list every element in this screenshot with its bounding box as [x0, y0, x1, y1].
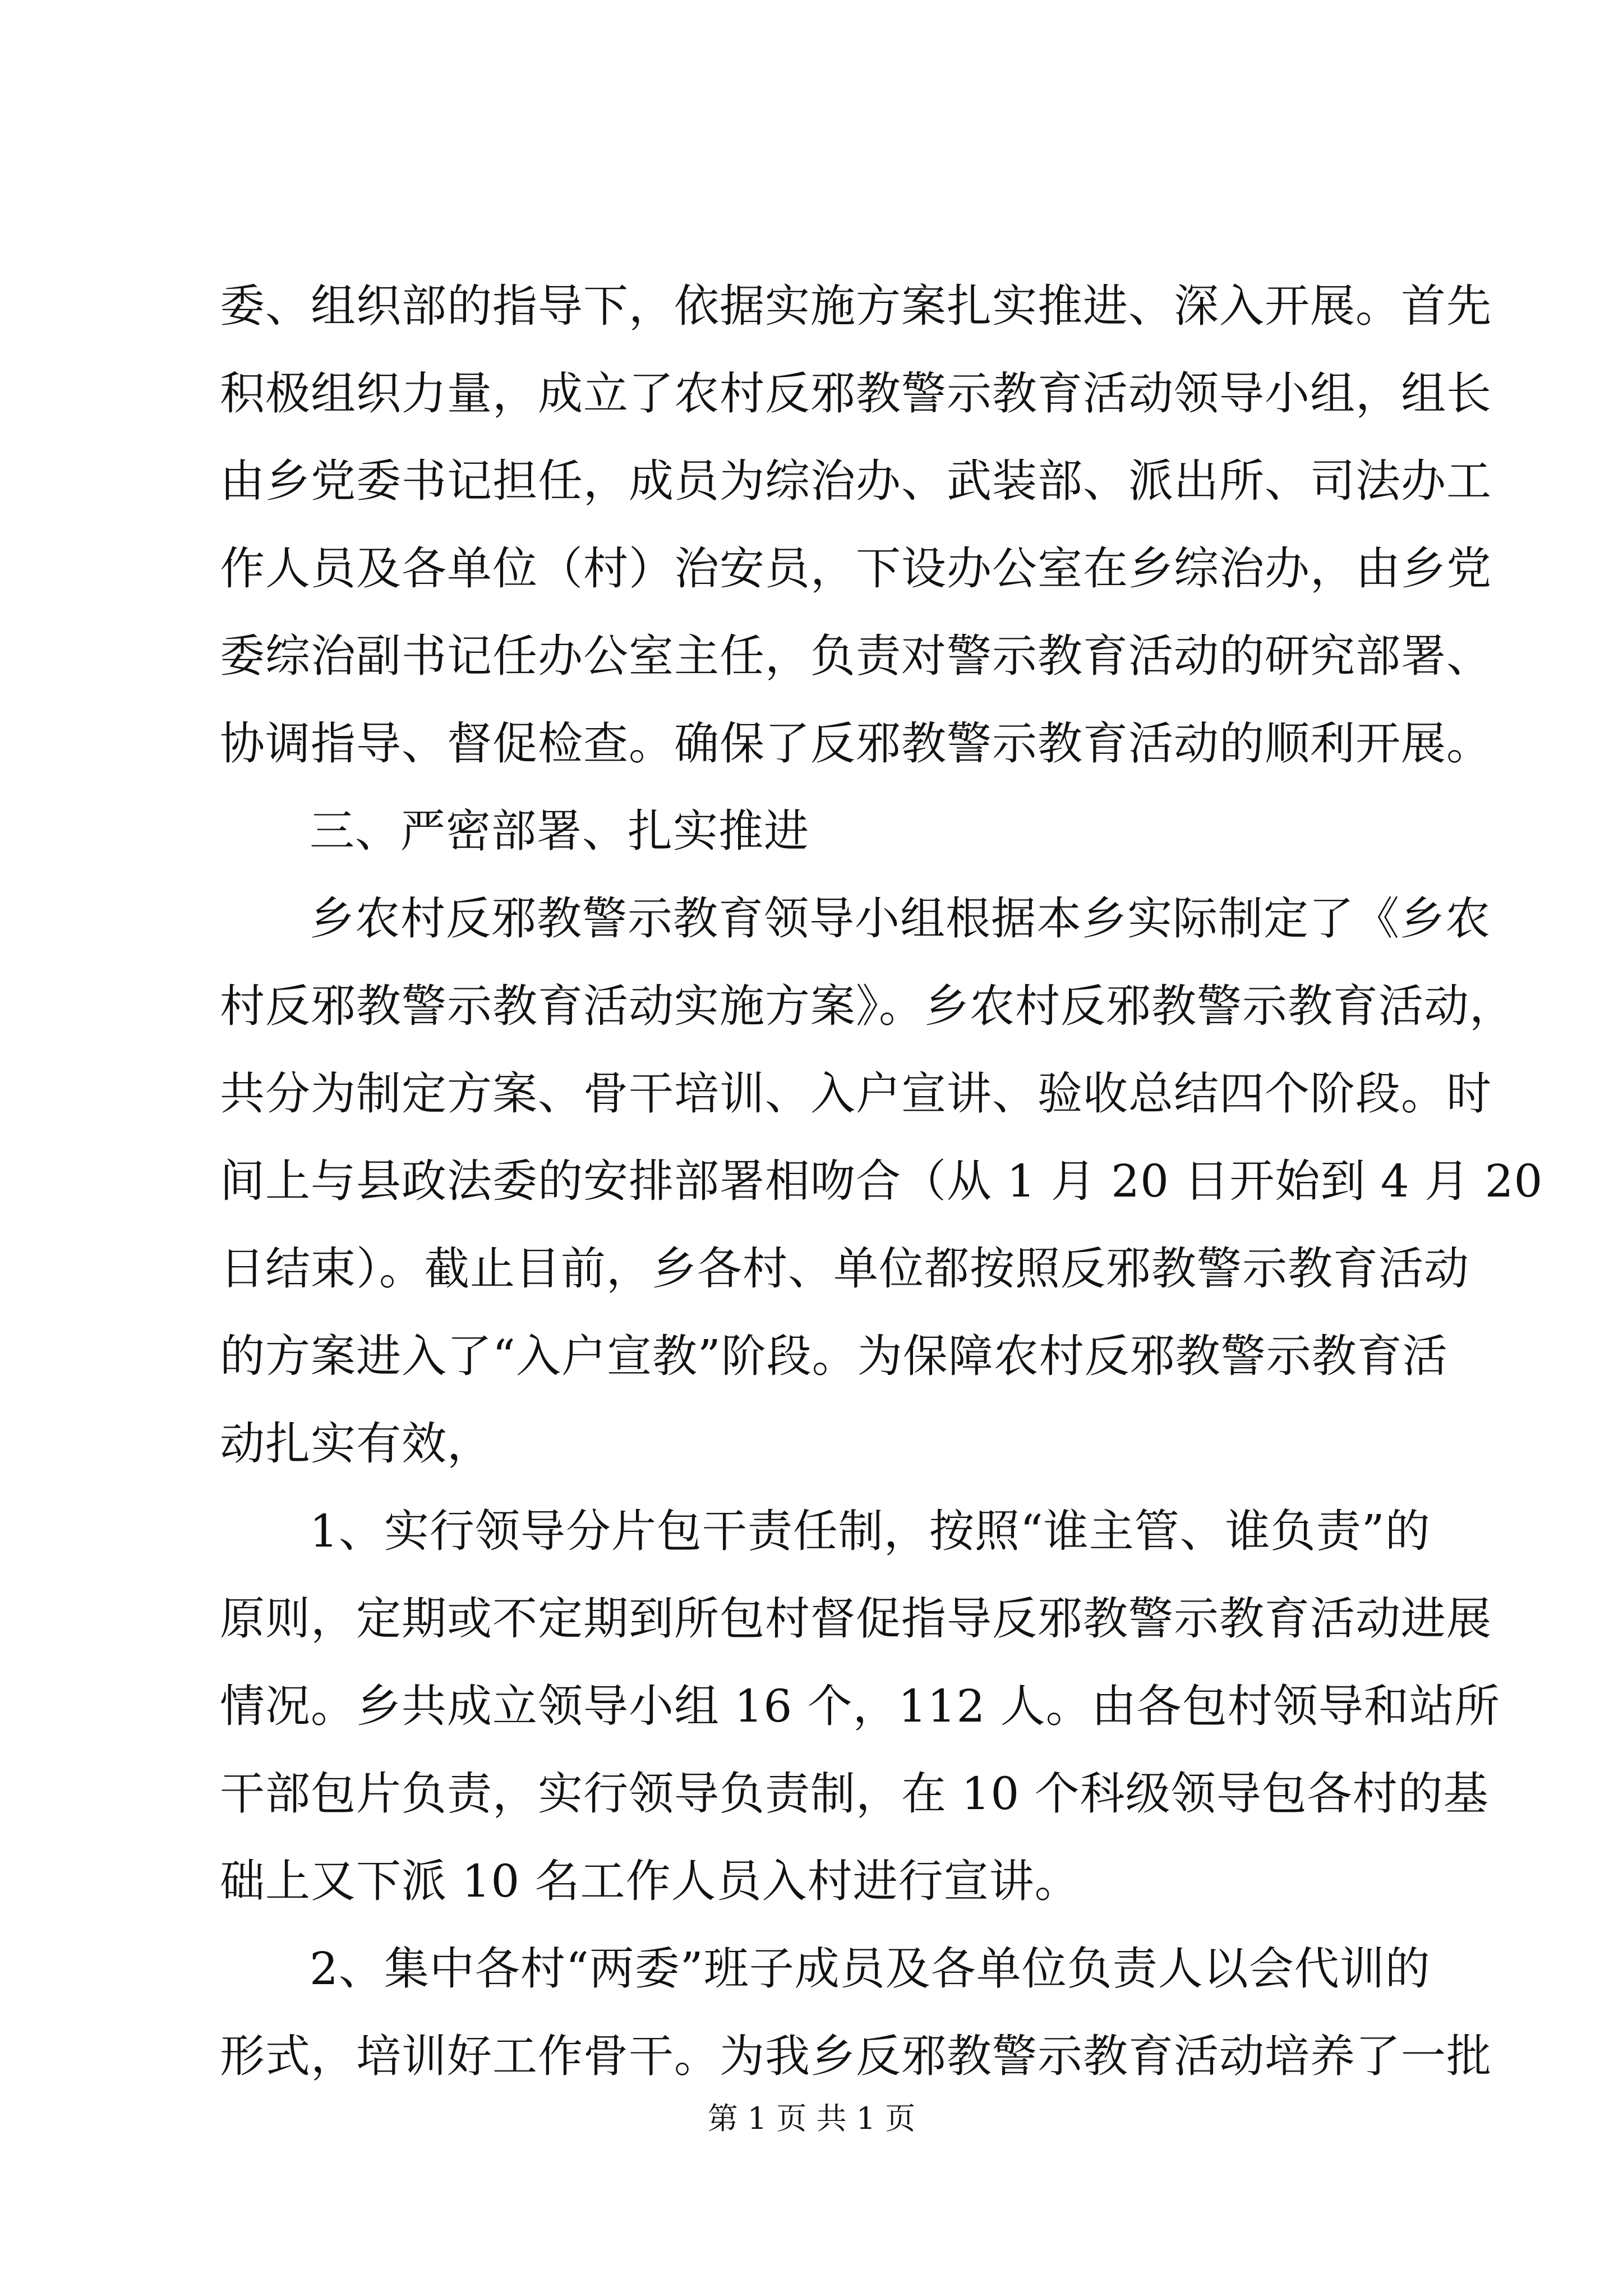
paragraph-line: 间上与县政法委的安排部署相吻合（从 1 月 20 日开始到 4 月 20 — [220, 1155, 1543, 1207]
paragraph-line: 共分为制定方案、骨干培训、入户宣讲、验收总结四个阶段。时 — [220, 1068, 1492, 1120]
paragraph-line: 础上又下派 10 名工作人员入村进行宣讲。 — [220, 1855, 1080, 1907]
paragraph-line: 委、组织部的指导下，依据实施方案扎实推进、深入开展。首先 — [220, 280, 1492, 332]
page-number-footer: 第 1 页 共 1 页 — [707, 2101, 916, 2136]
paragraph-line: 干部包片负责，实行领导负责制，在 10 个科级领导包各村的基 — [220, 1768, 1489, 1820]
paragraph-line: 村反邪教警示教育活动实施方案》。乡农村反邪教警示教育活动， — [220, 980, 1515, 1032]
paragraph-line: 2、集中各村“两委”班子成员及各单位负责人以会代训的 — [310, 1943, 1431, 1995]
paragraph-line: 由乡党委书记担任，成员为综治办、武装部、派出所、司法办工 — [220, 455, 1492, 507]
document-body — [220, 263, 1543, 2100]
paragraph-line: 乡农村反邪教警示教育领导小组根据本乡实际制定了《乡农 — [310, 892, 1491, 945]
paragraph-line: 委综治副书记任办公室主任，负责对警示教育活动的研究部署、 — [220, 630, 1492, 682]
paragraph-line: 作人员及各单位（村）治安员，下设办公室在乡综治办，由乡党 — [220, 542, 1492, 595]
paragraph-line: 动扎实有效， — [220, 1418, 492, 1470]
paragraph-line: 原则，定期或不定期到所包村督促指导反邪教警示教育活动进展 — [220, 1593, 1492, 1645]
paragraph-line: 的方案进入了“入户宣教”阶段。为保障农村反邪教警示教育活 — [220, 1330, 1448, 1382]
paragraph-line: 日结束）。截止目前，乡各村、单位都按照反邪教警示教育活动 — [220, 1243, 1469, 1295]
paragraph-line: 协调指导、督促检查。确保了反邪教警示教育活动的顺利开展。 — [220, 717, 1492, 770]
paragraph-line: 积极组织力量，成立了农村反邪教警示教育活动领导小组，组长 — [220, 367, 1492, 420]
section-heading: 三、严密部署、扎实推进 — [310, 805, 809, 857]
paragraph-line: 1、实行领导分片包干责任制，按照“谁主管、谁负责”的 — [310, 1505, 1431, 1557]
paragraph-line: 形式，培训好工作骨干。为我乡反邪教警示教育活动培养了一批 — [220, 2030, 1492, 2082]
paragraph-line: 情况。乡共成立领导小组 16 个，112 人。由各包村领导和站所 — [220, 1680, 1500, 1732]
